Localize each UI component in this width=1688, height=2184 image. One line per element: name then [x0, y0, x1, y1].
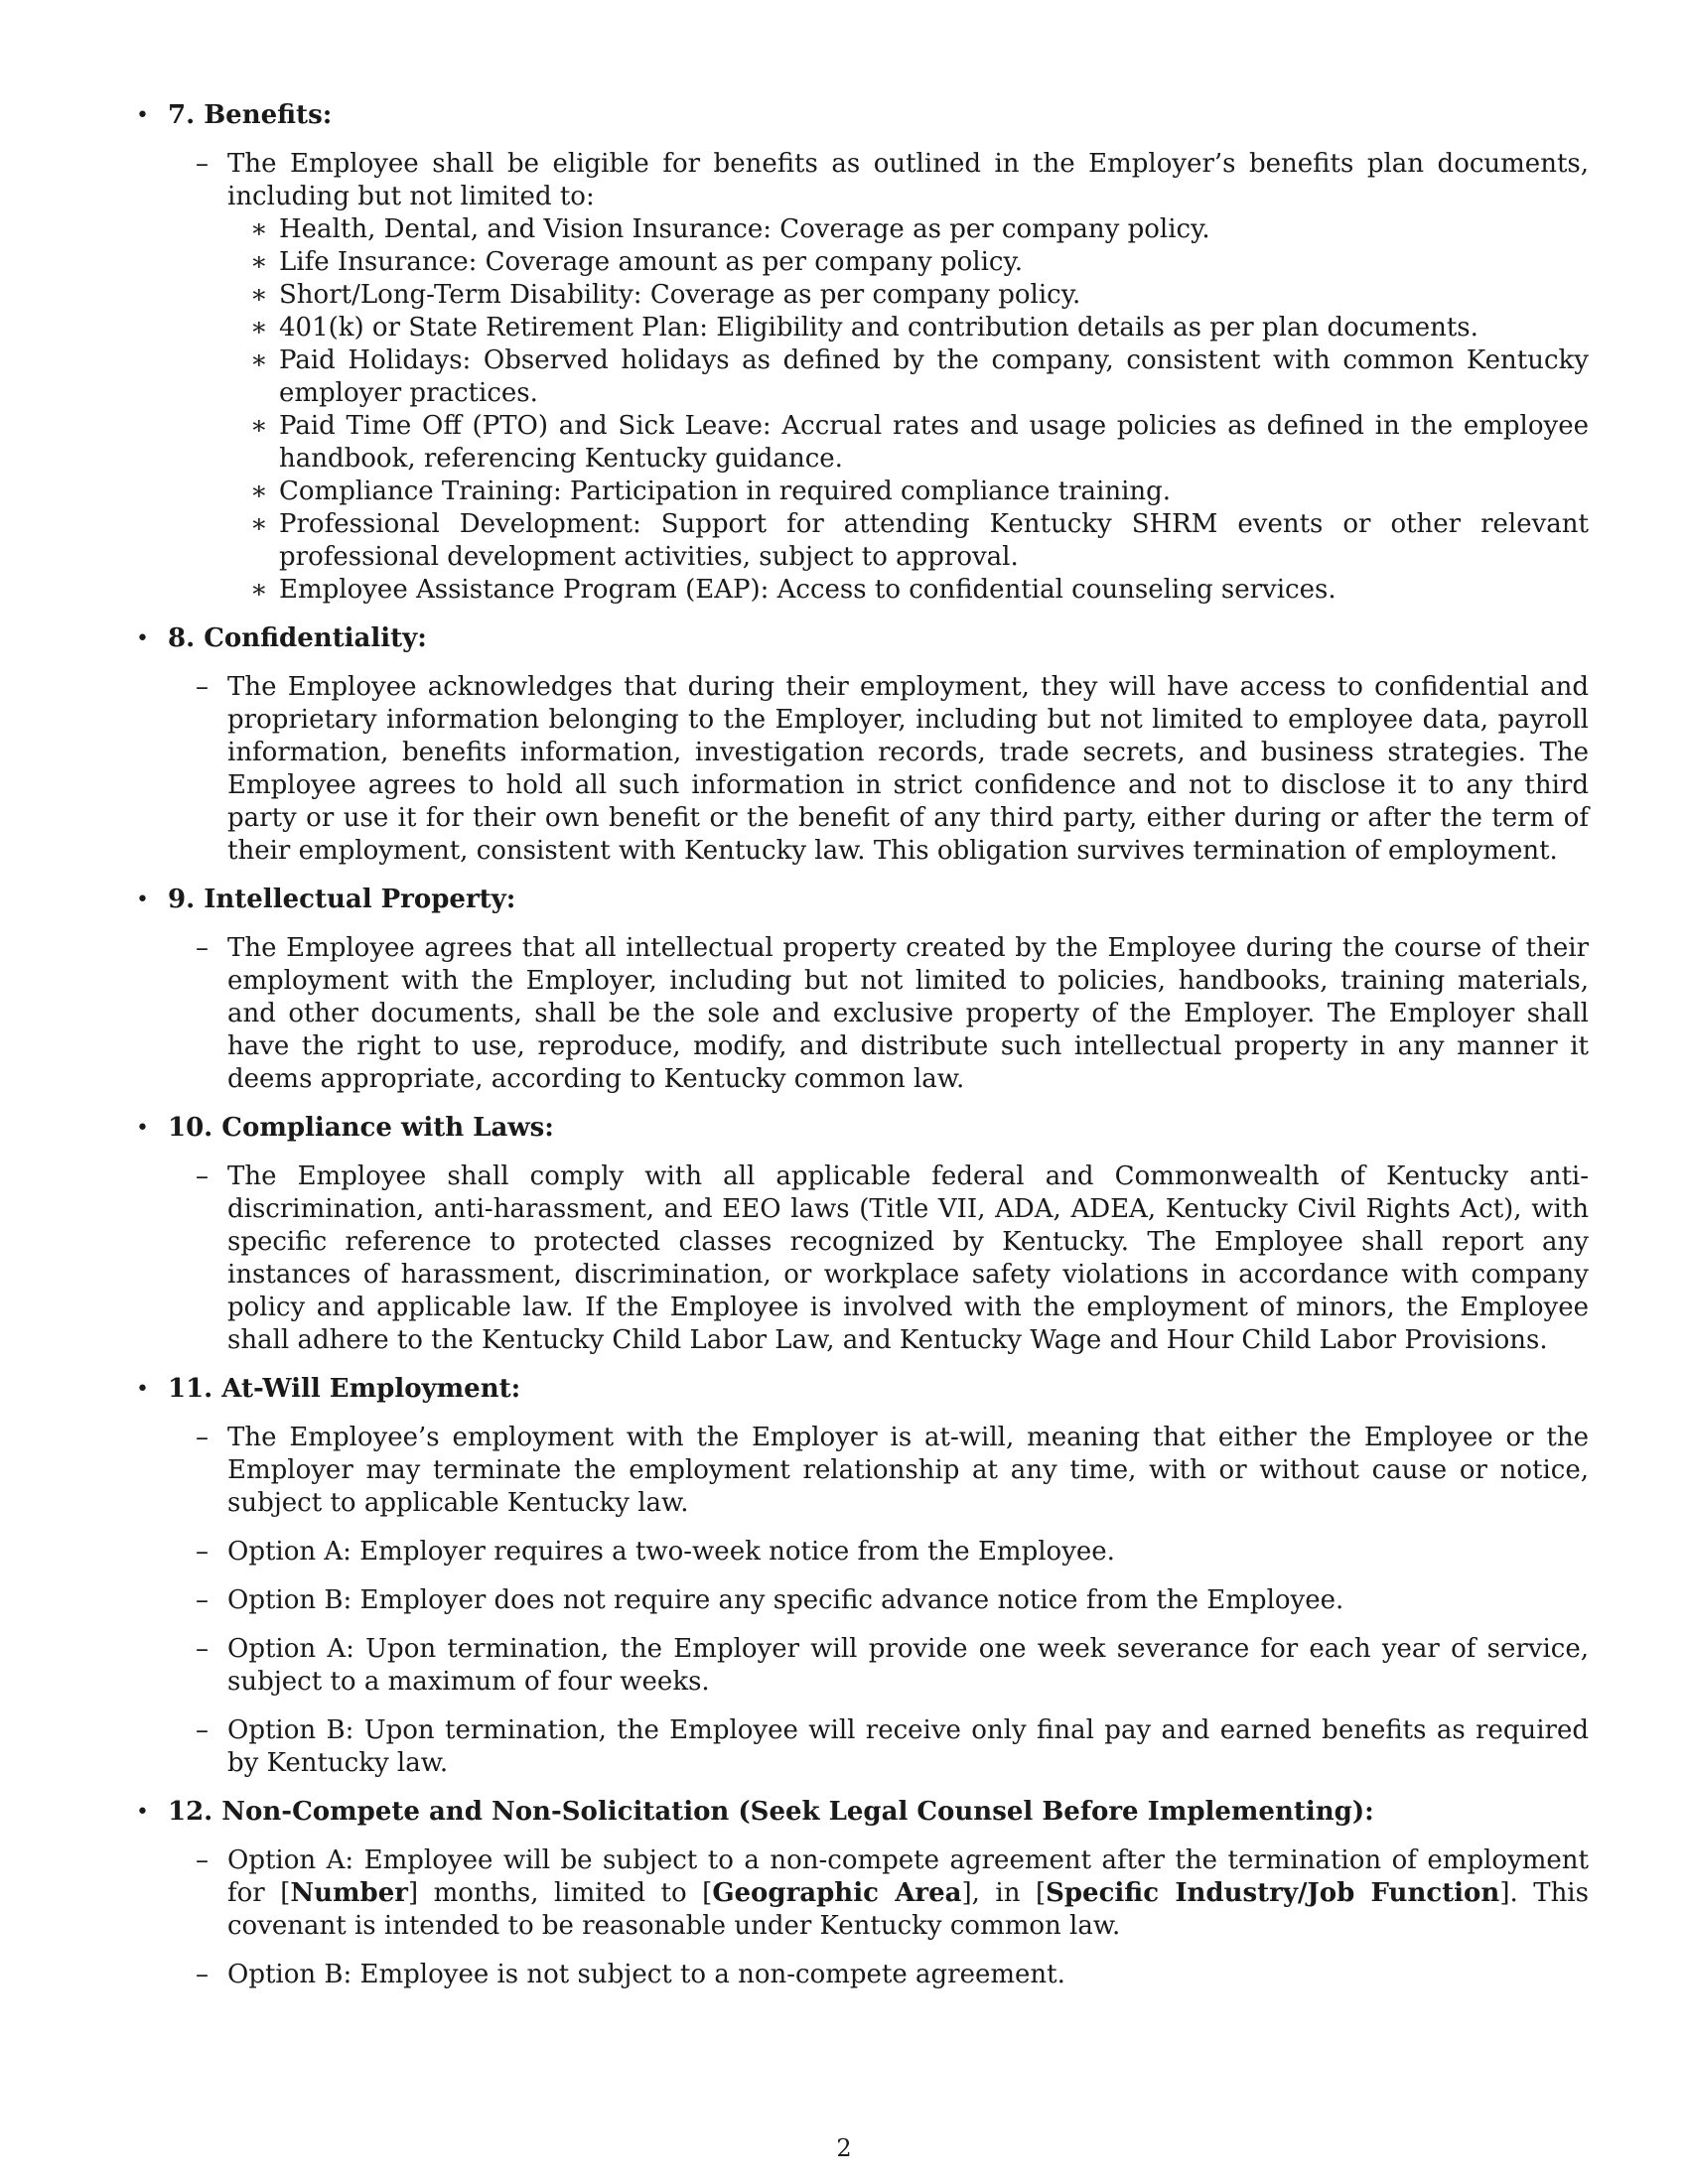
item-text: Option A: Employer requires a two-week notice from the Employee.	[227, 1537, 1115, 1567]
section-heading: 7. Benefits:	[168, 100, 333, 130]
nested-item-text: Paid Time Off (PTO) and Sick Leave: Accrual rates and usage policies as defined in the employee handbook, referencing Kentucky guidance.	[279, 411, 1589, 474]
text-segment: ] months, limited to [	[407, 1878, 713, 1908]
section-items	[136, 1422, 1589, 1780]
nested-item-text: Short/Long-Term Disability: Coverage as per company policy.	[279, 280, 1081, 310]
sections-list	[136, 99, 1589, 2007]
section-items	[136, 932, 1589, 1096]
nested-list-item	[136, 312, 1589, 344]
bullet-icon: •	[136, 1800, 149, 1825]
asterisk-marker-icon: ∗	[250, 477, 268, 506]
nested-item-text: Life Insurance: Coverage amount as per company policy.	[279, 247, 1023, 277]
nested-list-item	[136, 508, 1589, 574]
placeholder-field: Specific Industry/Job Function	[1046, 1878, 1500, 1908]
item-text: Option B: Upon termination, the Employee will receive only final pay and earned benefits as required by Kentucky law.	[227, 1715, 1589, 1778]
section-items	[136, 148, 1589, 607]
bullet-icon: •	[136, 1377, 149, 1402]
placeholder-field: Number	[290, 1878, 408, 1908]
dash-marker-icon: –	[196, 149, 209, 179]
nested-list-item	[136, 410, 1589, 476]
nested-item-text: Paid Holidays: Observed holidays as defined by the company, consistent with common Kentucky employer practices.	[279, 345, 1589, 408]
nested-item-text: Employee Assistance Program (EAP): Access to confidential counseling services.	[279, 575, 1336, 605]
text-segment: ], in [	[961, 1878, 1047, 1908]
list-item	[136, 1959, 1589, 1991]
section-heading: 10. Compliance with Laws:	[168, 1113, 554, 1143]
asterisk-marker-icon: ∗	[250, 214, 268, 244]
item-text: The Employee’s employment with the Employer is at-will, meaning that either the Employee or the Employer may terminate the employment relationship at any time, with or without cause or notice, subject to applicable Kentucky law.	[227, 1423, 1589, 1518]
list-item	[136, 1714, 1589, 1780]
section-items	[136, 1160, 1589, 1357]
list-item	[136, 1422, 1589, 1520]
bullet-icon: •	[136, 103, 149, 128]
item-text: Option B: Employee is not subject to a non-compete agreement.	[227, 1960, 1065, 1989]
section-heading: 9. Intellectual Property:	[168, 885, 516, 914]
asterisk-marker-icon: ∗	[250, 411, 268, 441]
nested-item-text: Compliance Training: Participation in required compliance training.	[279, 477, 1172, 506]
item-text: The Employee agrees that all intellectual property created by the Employee during the course of their employment with the Employer, including but not limited to policies, handbooks, training materials, and other documents, shall be the sole and exclusive property of the Employer. The Employer shall have the right to use, reproduce, modify, and distribute such intellectual property in any manner it deems appropriate, according to Kentucky common law.	[227, 933, 1589, 1094]
nested-list-item	[136, 213, 1589, 246]
dash-marker-icon: –	[196, 1585, 209, 1615]
dash-marker-icon: –	[196, 1423, 209, 1452]
list-item	[136, 148, 1589, 607]
list-item	[136, 1844, 1589, 1943]
list-item	[136, 1536, 1589, 1569]
dash-marker-icon: –	[196, 933, 209, 963]
asterisk-marker-icon: ∗	[250, 247, 268, 277]
section-items	[136, 671, 1589, 868]
nested-item-text: Health, Dental, and Vision Insurance: Coverage as per company policy.	[279, 214, 1210, 244]
section	[136, 1112, 1589, 1357]
dash-marker-icon: –	[196, 1715, 209, 1745]
section-heading: 11. At-Will Employment:	[168, 1374, 521, 1404]
text-segment: Option A: Employee will be subject to a non-compete agreement after the termination of employment for [	[227, 1845, 1589, 1908]
item-text: The Employee acknowledges that during their employment, they will have access to confidential and proprietary information belonging to the Employer, including but not limited to employee data, payroll information, benefits information, investigation records, trade secrets, and business strategies. The Employee agrees to hold all such information in strict confidence and not to disclose it to any third party or use it for their own benefit or the benefit of any third party, either during or after the term of their employment, consistent with Kentucky law. This obligation survives termination of employment.	[227, 672, 1589, 866]
nested-list-item	[136, 574, 1589, 607]
nested-list-item	[136, 476, 1589, 508]
section	[136, 99, 1589, 607]
section	[136, 622, 1589, 868]
item-text	[227, 1844, 1589, 1943]
section-heading: 8. Confidentiality:	[168, 623, 427, 653]
dash-marker-icon: –	[196, 1537, 209, 1567]
page-number: 2	[836, 2134, 852, 2162]
section	[136, 1796, 1589, 1991]
section-heading: 12. Non-Compete and Non-Solicitation (Seek Legal Counsel Before Implementing):	[168, 1797, 1374, 1827]
asterisk-marker-icon: ∗	[250, 313, 268, 342]
item-text: The Employee shall be eligible for benefits as outlined in the Employer’s benefits plan documents, including but not limited to:	[227, 149, 1589, 211]
dash-marker-icon: –	[196, 1960, 209, 1989]
list-item	[136, 1160, 1589, 1357]
asterisk-marker-icon: ∗	[250, 575, 268, 605]
bullet-icon: •	[136, 1116, 149, 1141]
asterisk-marker-icon: ∗	[250, 280, 268, 310]
item-text: Option A: Upon termination, the Employer will provide one week severance for each year of service, subject to a maximum of four weeks.	[227, 1634, 1589, 1697]
dash-marker-icon: –	[196, 672, 209, 702]
nested-list-item	[136, 246, 1589, 279]
item-text: Option B: Employer does not require any specific advance notice from the Employee.	[227, 1585, 1344, 1615]
item-text: The Employee shall comply with all applicable federal and Commonwealth of Kentucky anti-discrimination, anti-harassment, and EEO laws (Title VII, ADA, ADEA, Kentucky Civil Rights Act), with specific reference to protected classes recognized by Kentucky. The Employee shall report any instances of harassment, discrimination, or workplace safety violations in accordance with company policy and applicable law. If the Employee is involved with the employment of minors, the Employee shall adhere to the Kentucky Child Labor Law, and Kentucky Wage and Hour Child Labor Provisions.	[227, 1161, 1589, 1355]
text-segment: ]. This covenant is intended to be reasonable under Kentucky common law.	[227, 1878, 1589, 1941]
asterisk-marker-icon: ∗	[250, 509, 268, 539]
nested-list	[136, 213, 1589, 607]
list-item	[136, 671, 1589, 868]
dash-marker-icon: –	[196, 1634, 209, 1664]
placeholder-field: Geographic Area	[712, 1878, 962, 1908]
nested-item-text: 401(k) or State Retirement Plan: Eligibility and contribution details as per plan documents.	[279, 313, 1478, 342]
section	[136, 1373, 1589, 1780]
nested-list-item	[136, 344, 1589, 410]
dash-marker-icon: –	[196, 1845, 209, 1875]
list-item	[136, 1633, 1589, 1699]
bullet-icon: •	[136, 626, 149, 651]
dash-marker-icon: –	[196, 1161, 209, 1191]
section-items	[136, 1844, 1589, 1991]
list-item	[136, 932, 1589, 1096]
list-item	[136, 1584, 1589, 1617]
nested-item-text: Professional Development: Support for attending Kentucky SHRM events or other relevant professional development activities, subject to approval.	[279, 509, 1589, 572]
nested-list-item	[136, 279, 1589, 312]
asterisk-marker-icon: ∗	[250, 345, 268, 375]
section	[136, 884, 1589, 1096]
bullet-icon: •	[136, 887, 149, 912]
